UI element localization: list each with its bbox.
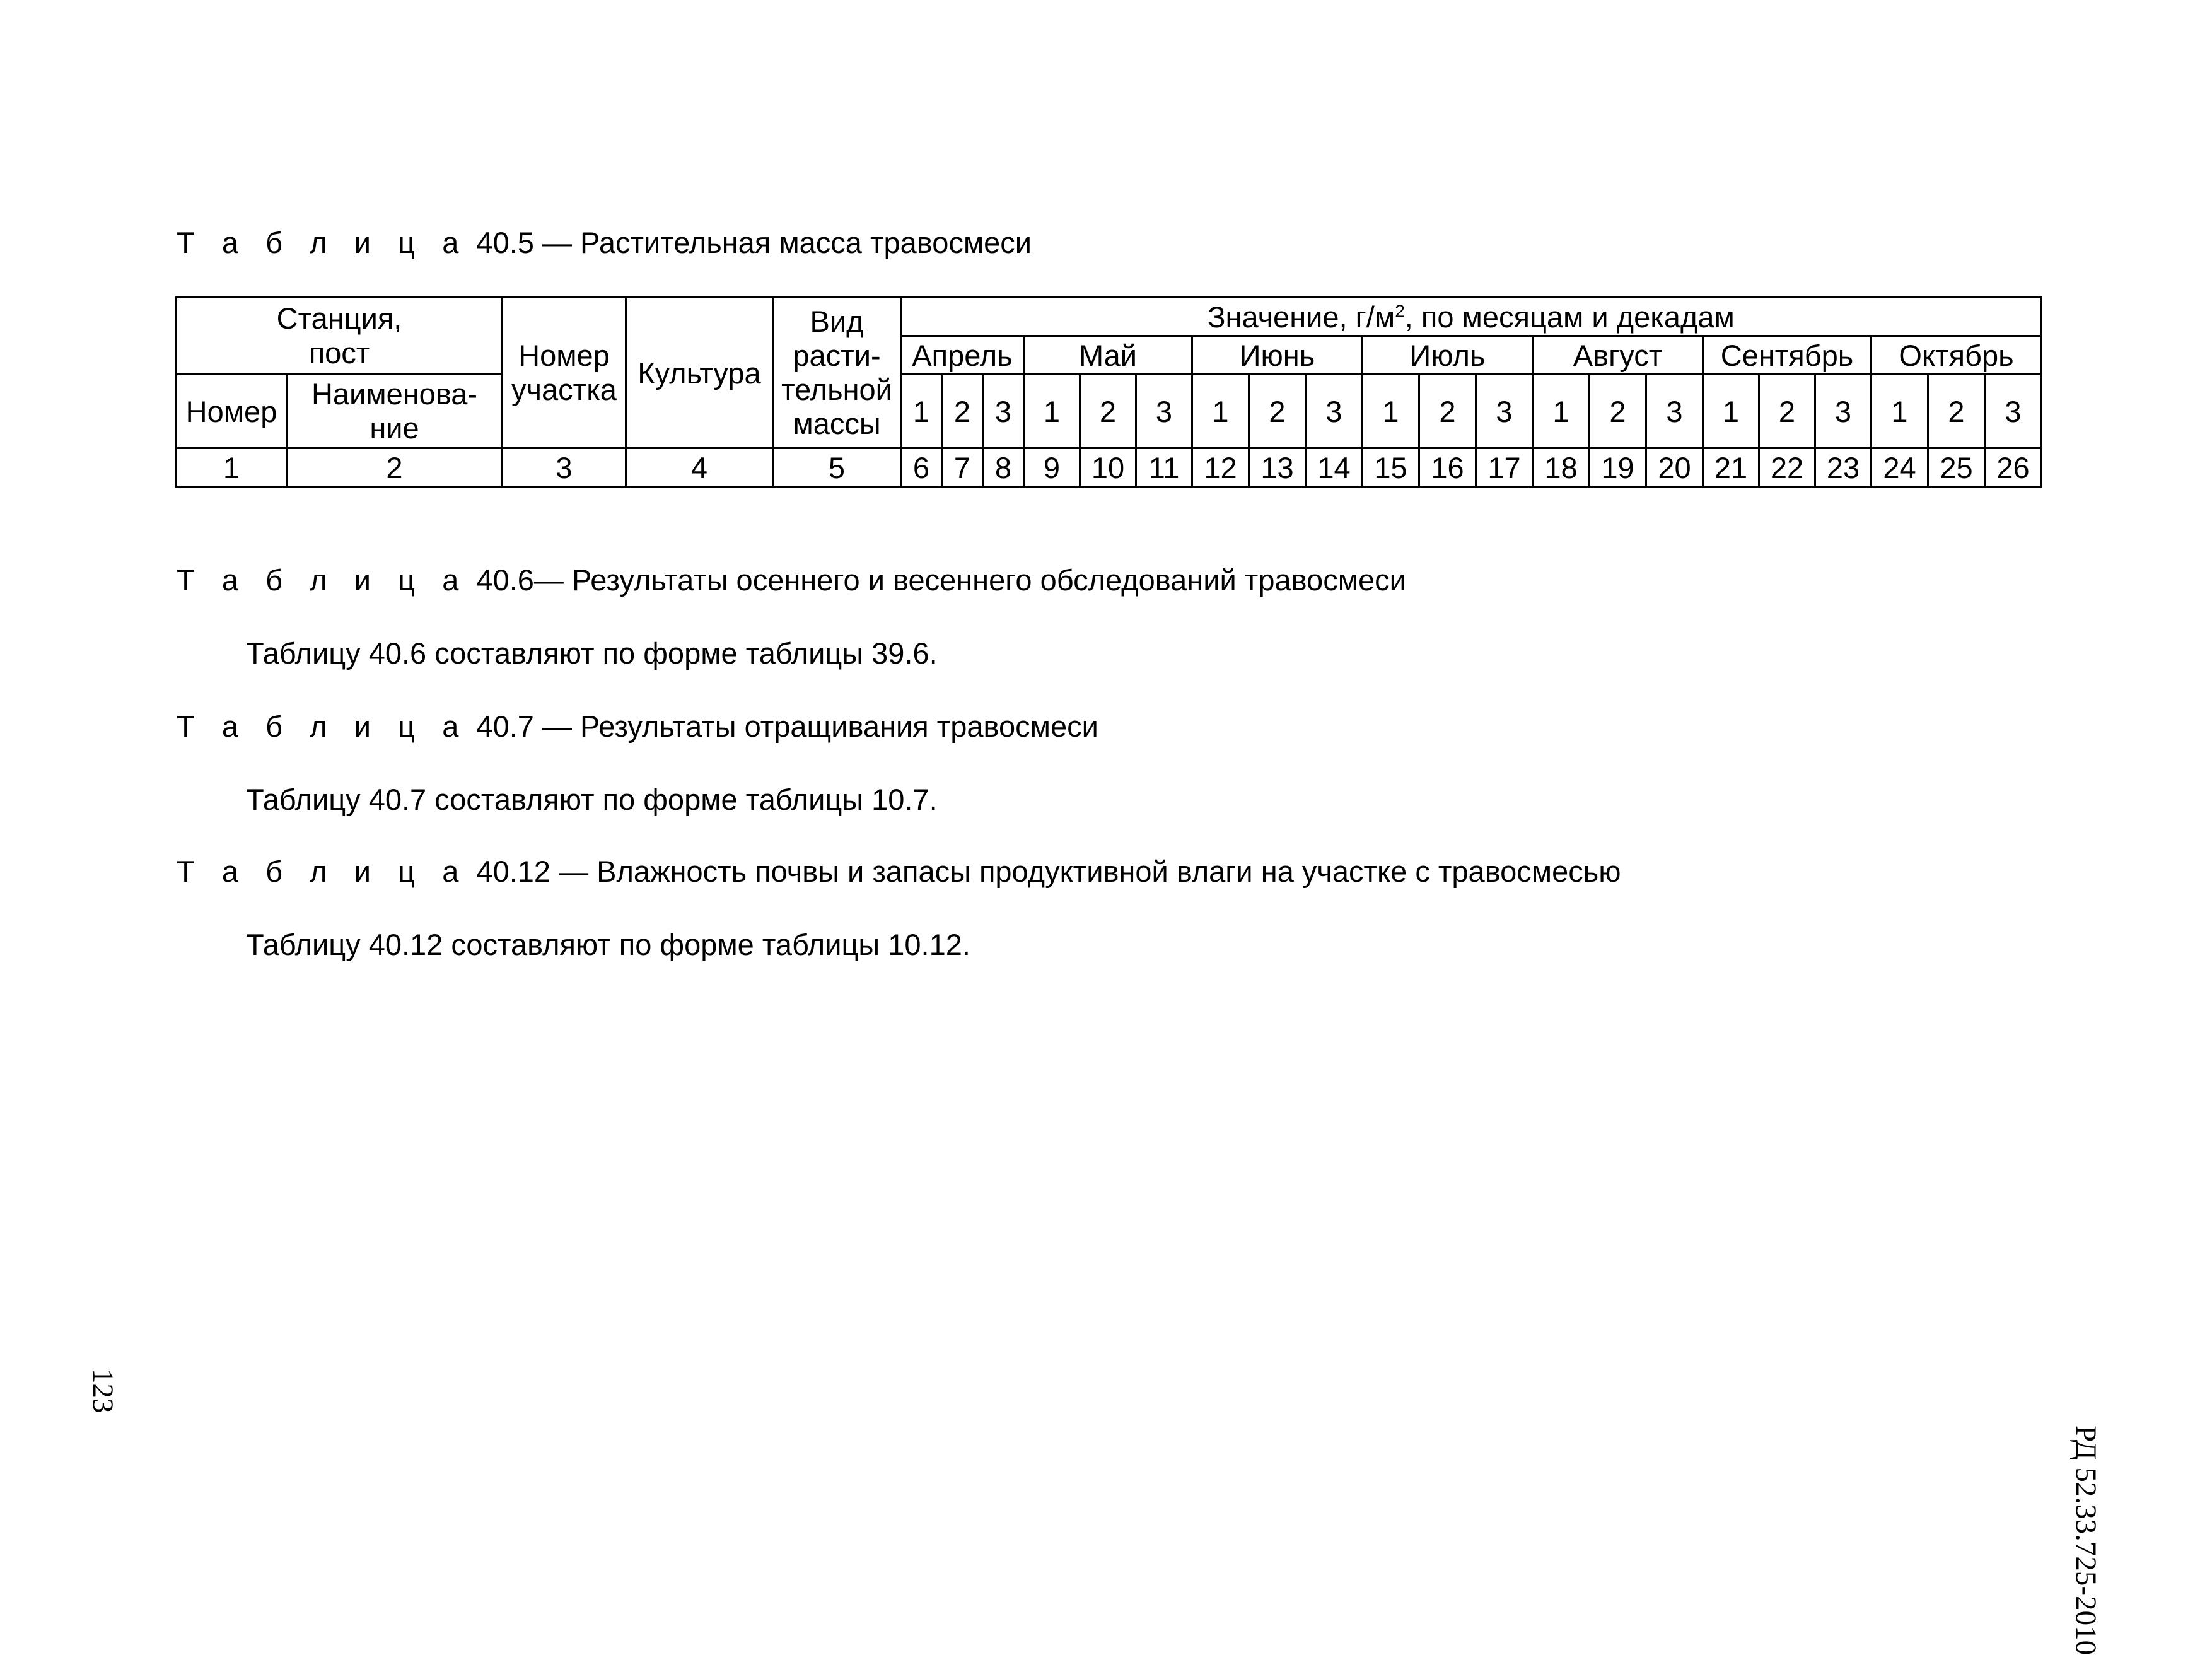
column-number-cell: 24 [1871, 448, 1928, 487]
column-number-cell: 18 [1533, 448, 1590, 487]
decade-cell: 1 [1871, 375, 1928, 448]
column-number-cell: 9 [1024, 448, 1080, 487]
plot-number-header: Номер участка [503, 298, 626, 448]
column-number-cell: 10 [1080, 448, 1136, 487]
month-header: Июль [1363, 336, 1533, 375]
decade-cell: 2 [1419, 375, 1476, 448]
column-number-cell: 12 [1192, 448, 1249, 487]
column-number-cell: 20 [1646, 448, 1703, 487]
caption-text: 40.7 — Результаты отращивания травосмеси [468, 710, 1098, 743]
decade-cell: 3 [1136, 375, 1192, 448]
table-40-12-caption [177, 854, 1621, 889]
table-40-5-caption [177, 225, 1032, 260]
page-number: 123 [86, 1369, 119, 1413]
month-header: Сентябрь [1703, 336, 1871, 375]
caption-word: Т а б л и ц а [177, 563, 469, 597]
column-number-cell: 11 [1136, 448, 1192, 487]
month-header: Май [1024, 336, 1192, 375]
number-header: Номер [177, 375, 287, 448]
decade-cell: 3 [1646, 375, 1703, 448]
caption-word: Т а б л и ц а [177, 855, 469, 888]
decade-cell: 1 [1192, 375, 1249, 448]
table-40-5 [175, 296, 2042, 488]
decade-cell: 1 [1533, 375, 1590, 448]
table-40-6-note: Таблицу 40.6 составляют по форме таблицы 39.6. [246, 636, 938, 670]
caption-text: 40.5 — Растительная масса травосмеси [468, 226, 1032, 259]
month-header: Август [1533, 336, 1703, 375]
document-code: РД 52.33.725-2010 [2069, 1425, 2102, 1655]
decade-cell: 2 [942, 375, 983, 448]
column-number-cell: 7 [942, 448, 983, 487]
decade-cell: 2 [1080, 375, 1136, 448]
column-number-cell: 22 [1759, 448, 1815, 487]
decade-cell: 1 [1024, 375, 1080, 448]
column-number-cell: 4 [626, 448, 773, 487]
column-number-cell: 25 [1928, 448, 1985, 487]
table-40-7-note: Таблицу 40.7 составляют по форме таблицы 10.7. [246, 783, 938, 816]
table-40-6-caption [177, 563, 1406, 597]
column-number-cell: 26 [1985, 448, 2042, 487]
decade-cell: 3 [1985, 375, 2042, 448]
decade-cell: 1 [1363, 375, 1419, 448]
column-number-cell: 19 [1590, 448, 1646, 487]
column-number-cell: 14 [1306, 448, 1363, 487]
table-40-7-caption [177, 709, 1098, 744]
crop-header: Культура [626, 298, 773, 448]
column-number-cell: 21 [1703, 448, 1759, 487]
decade-cell: 2 [1759, 375, 1815, 448]
column-number-cell: 1 [177, 448, 287, 487]
decade-cell: 3 [1815, 375, 1871, 448]
column-number-cell: 6 [901, 448, 942, 487]
name-header: Наименова- ние [287, 375, 503, 448]
decade-cell: 3 [1306, 375, 1363, 448]
column-numbers-row [177, 448, 2042, 487]
column-number-cell: 2 [287, 448, 503, 487]
caption-text: 40.12 — Влажность почвы и запасы продуктивной влаги на участке с травосмесью [468, 855, 1621, 888]
table-40-12-note: Таблицу 40.12 составляют по форме таблицы 10.12. [246, 928, 970, 961]
decade-cell: 3 [983, 375, 1024, 448]
column-number-cell: 8 [983, 448, 1024, 487]
column-number-cell: 5 [773, 448, 901, 487]
column-number-cell: 16 [1419, 448, 1476, 487]
station-header: Станция, пост [177, 298, 503, 375]
decade-cell: 1 [901, 375, 942, 448]
column-number-cell: 23 [1815, 448, 1871, 487]
caption-word: Т а б л и ц а [177, 226, 469, 259]
decade-cell: 3 [1476, 375, 1533, 448]
decade-cell: 2 [1928, 375, 1985, 448]
decade-cell: 2 [1249, 375, 1306, 448]
mass-type-header: Вид расти- тельной массы [773, 298, 901, 448]
column-number-cell: 15 [1363, 448, 1419, 487]
month-header: Июнь [1192, 336, 1363, 375]
column-number-cell: 3 [503, 448, 626, 487]
column-number-cell: 13 [1249, 448, 1306, 487]
decade-cell: 2 [1590, 375, 1646, 448]
caption-text: 40.6— Результаты осеннего и весеннего обследований травосмеси [468, 563, 1406, 597]
column-number-cell: 17 [1476, 448, 1533, 487]
decade-cell: 1 [1703, 375, 1759, 448]
values-header: Значение, $г/м^2$, по месяцам и декадам [901, 298, 2042, 336]
month-header: Октябрь [1871, 336, 2042, 375]
month-header: Апрель [901, 336, 1024, 375]
decades-row [177, 375, 2042, 448]
caption-word: Т а б л и ц а [177, 710, 469, 743]
